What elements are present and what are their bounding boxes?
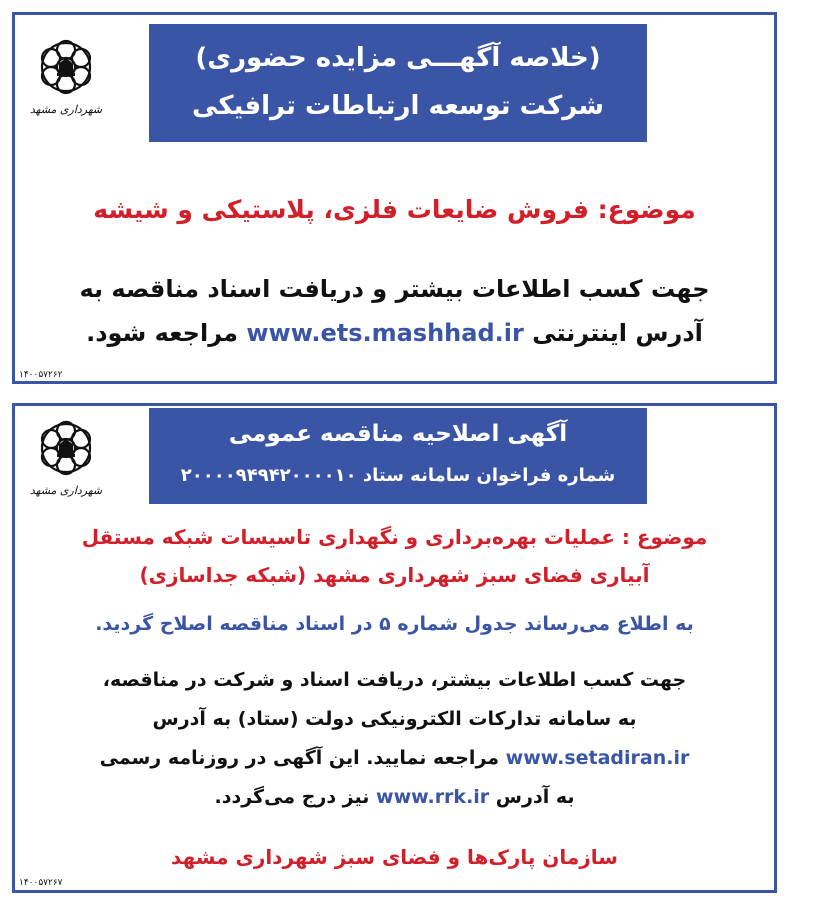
mashhad-municipality-logo bbox=[21, 33, 111, 125]
tender-subject bbox=[15, 518, 774, 594]
tender-body-line3-post: مراجعه نمایید. این آگهی در روزنامه رسمی bbox=[99, 747, 500, 769]
auction-body-line1: جهت کسب اطلاعات بیشتر و دریافت اسناد مناقصه به bbox=[79, 275, 710, 303]
tender-organization: سازمان پارک‌ها و فضای سبز شهرداری مشهد bbox=[171, 845, 618, 869]
tender-body-line4-pre: به آدرس bbox=[495, 786, 575, 808]
auction-header bbox=[149, 24, 647, 142]
auction-body-line2-pre: آدرس اینترنتی bbox=[532, 319, 703, 347]
tender-header-title: آگهی اصلاحیه مناقصه عمومی bbox=[228, 421, 568, 447]
tender-body bbox=[15, 661, 774, 817]
tender-body-line2: به سامانه تدارکات الکترونیکی دولت (ستاد) به آدرس bbox=[152, 708, 637, 730]
tender-body-line3 bbox=[15, 739, 774, 778]
logo-caption: شهرداری مشهد bbox=[29, 103, 103, 116]
mashhad-emblem-icon bbox=[21, 33, 111, 103]
tender-correction-notice-box bbox=[12, 403, 777, 893]
auction-website-link[interactable]: www.ets.mashhad.ir bbox=[246, 319, 524, 347]
auction-body-line2 bbox=[15, 311, 774, 355]
rrk-link[interactable]: www.rrk.ir bbox=[376, 786, 490, 808]
logo-caption: شهرداری مشهد bbox=[29, 484, 103, 497]
tender-subject-line2: آبیاری فضای سبز شهرداری مشهد (شبکه جداسازی) bbox=[139, 563, 650, 587]
tender-header bbox=[149, 408, 647, 504]
tender-correction-notice: به اطلاع می‌رساند جدول شماره ۵ در اسناد مناقصه اصلاح گردید. bbox=[95, 613, 694, 635]
tender-body-line4 bbox=[15, 778, 774, 817]
auction-subject: موضوع: فروش ضایعات فلزی، پلاستیکی و شیشه bbox=[93, 195, 696, 224]
tender-header-call-number: شماره فراخوان سامانه ستاد ۲۰۰۰۰۹۴۹۴۲۰۰۰۰۱۰ bbox=[180, 465, 616, 486]
auction-header-title: (خلاصه آگهـــی مزایده حضوری) bbox=[195, 43, 601, 73]
auction-notice-box bbox=[12, 12, 777, 384]
auction-body-line2-post: مراجعه شود. bbox=[86, 319, 238, 347]
auction-reference-number: ۱۴۰۰۵۷۲۶۲ bbox=[19, 370, 63, 380]
tender-subject-line1: موضوع : عملیات بهره‌برداری و نگهداری تاسیسات شبکه مستقل bbox=[81, 525, 708, 549]
tender-body-line1: جهت کسب اطلاعات بیشتر، دریافت اسناد و شرکت در مناقصه، bbox=[102, 669, 687, 691]
auction-header-company: شرکت توسعه ارتباطات ترافیکی bbox=[192, 91, 604, 121]
setadiran-link[interactable]: www.setadiran.ir bbox=[505, 747, 690, 769]
tender-body-line4-post: نیز درج می‌گردد. bbox=[214, 786, 370, 808]
tender-reference-number: ۱۴۰۰۵۷۲۶۷ bbox=[19, 878, 63, 888]
auction-body bbox=[15, 267, 774, 355]
mashhad-municipality-logo bbox=[21, 414, 111, 506]
mashhad-emblem-icon bbox=[21, 414, 111, 484]
